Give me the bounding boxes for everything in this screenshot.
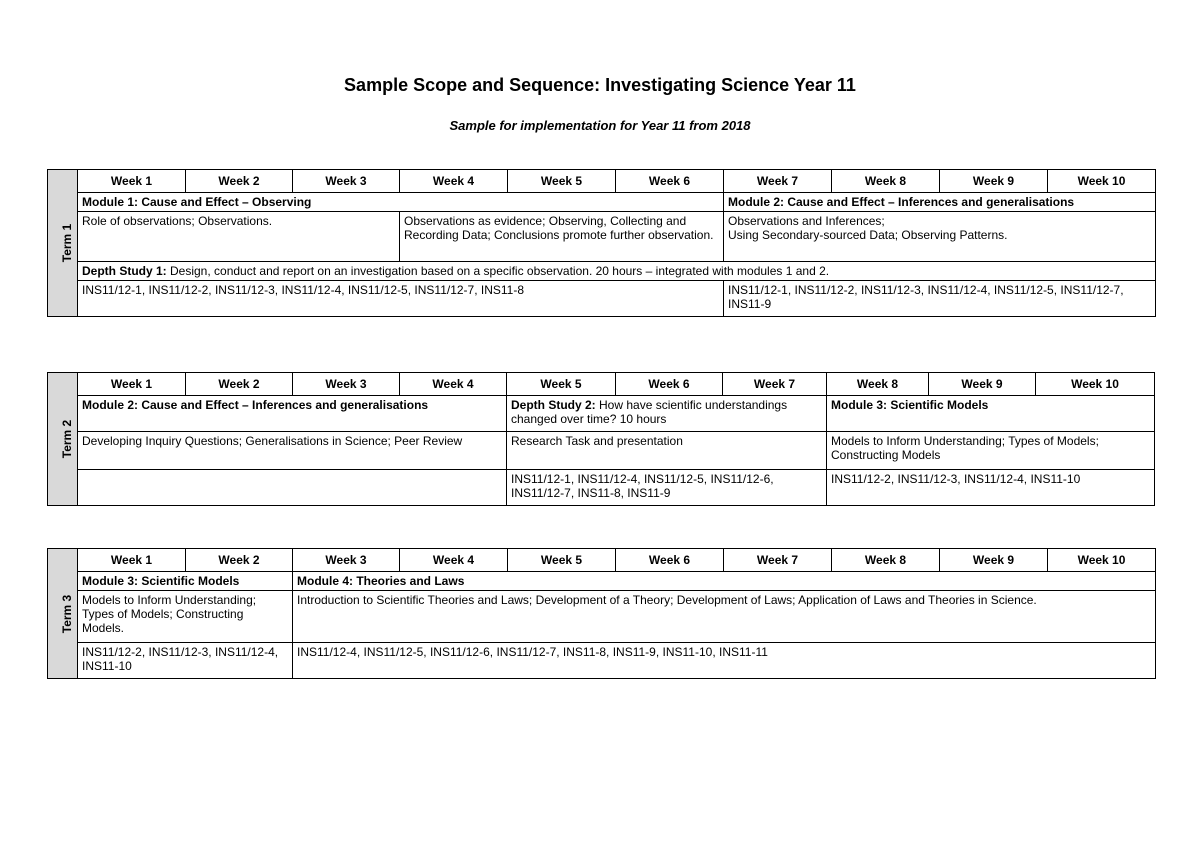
content-cell: Role of observations; Observations. [78, 212, 400, 262]
content-cell: Models to Inform Understanding; Types of Models; Constructing Models [827, 432, 1155, 470]
week-header: Week 2 [186, 170, 293, 193]
depth-study-label: Depth Study 2: [511, 398, 596, 412]
week-header: Week 7 [724, 170, 832, 193]
content-cell [724, 212, 1156, 262]
week-header: Week 1 [78, 170, 186, 193]
depth-study-cell [507, 396, 827, 432]
depth-study-cell [78, 262, 1156, 281]
week-header: Week 3 [293, 373, 400, 396]
week-header-row [48, 170, 1156, 193]
week-header: Week 5 [508, 549, 616, 572]
content-row [48, 591, 1156, 643]
module-heading: Module 4: Theories and Laws [293, 572, 1156, 591]
week-header: Week 7 [724, 549, 832, 572]
week-header: Week 7 [723, 373, 827, 396]
content-cell: Developing Inquiry Questions; Generalisations in Science; Peer Review [78, 432, 507, 470]
week-header: Week 2 [186, 373, 293, 396]
module-heading: Module 2: Cause and Effect – Inferences and generalisations [78, 396, 507, 432]
module-row [48, 193, 1156, 212]
module-heading: Module 3: Scientific Models [78, 572, 293, 591]
depth-study-text: How have scientific understandings changed over time? 10 hours [511, 398, 788, 426]
week-header: Week 5 [508, 170, 616, 193]
week-header: Week 3 [293, 549, 400, 572]
week-header: Week 4 [400, 373, 507, 396]
week-header: Week 9 [940, 549, 1048, 572]
page-subtitle: Sample for implementation for Year 11 from 2018 [449, 118, 751, 133]
week-header: Week 10 [1048, 549, 1156, 572]
week-header: Week 6 [616, 373, 723, 396]
outcomes-cell: INS11/12-1, INS11/12-4, INS11/12-5, INS11/12-6, INS11/12-7, INS11-8, INS11-9 [507, 470, 827, 506]
term-1-table [47, 169, 1156, 317]
content-line: Observations and Inferences; [728, 214, 885, 228]
week-header: Week 5 [507, 373, 616, 396]
term-label: Term 1 [60, 223, 75, 263]
content-cell: Observations as evidence; Observing, Collecting and Recording Data; Conclusions promote further observation. [400, 212, 724, 262]
depth-study-text: Design, conduct and report on an investigation based on a specific observation. 20 hours – integrated with modules 1 and 2. [166, 264, 830, 278]
week-header: Week 9 [940, 170, 1048, 193]
outcomes-cell: INS11/12-2, INS11/12-3, INS11/12-4, INS11-10 [78, 643, 293, 679]
outcomes-cell: INS11/12-1, INS11/12-2, INS11/12-3, INS11/12-4, INS11/12-5, INS11/12-7, INS11-8 [78, 281, 724, 317]
week-header: Week 3 [293, 170, 400, 193]
week-header: Week 1 [78, 373, 186, 396]
module-heading: Module 2: Cause and Effect – Inferences and generalisations [724, 193, 1156, 212]
content-cell: Research Task and presentation [507, 432, 827, 470]
module-row [48, 396, 1155, 432]
module-heading: Module 1: Cause and Effect – Observing [78, 193, 724, 212]
week-header: Week 10 [1036, 373, 1155, 396]
content-cell: Models to Inform Understanding; Types of Models; Constructing Models. [78, 591, 293, 643]
week-header: Week 10 [1048, 170, 1156, 193]
content-row [48, 432, 1155, 470]
term-label-cell [48, 170, 78, 317]
module-row [48, 572, 1156, 591]
week-header-row [48, 373, 1155, 396]
term-2-table [47, 372, 1155, 506]
week-header: Week 4 [400, 549, 508, 572]
term-label: Term 3 [60, 594, 75, 633]
content-line: Using Secondary-sourced Data; Observing Patterns. [728, 228, 1008, 242]
content-cell: Introduction to Scientific Theories and Laws; Development of a Theory; Development of Laws; Application of Laws and Theories in Science. [293, 591, 1156, 643]
week-header: Week 4 [400, 170, 508, 193]
week-header: Week 1 [78, 549, 186, 572]
week-header: Week 8 [832, 549, 940, 572]
outcomes-row [48, 470, 1155, 506]
week-header: Week 6 [616, 549, 724, 572]
week-header-row [48, 549, 1156, 572]
term-3-table [47, 548, 1156, 679]
week-header: Week 2 [186, 549, 293, 572]
content-row [48, 212, 1156, 262]
outcomes-cell: INS11/12-1, INS11/12-2, INS11/12-3, INS11/12-4, INS11/12-5, INS11/12-7, INS11-9 [724, 281, 1156, 317]
week-header: Week 8 [832, 170, 940, 193]
page-title: Sample Scope and Sequence: Investigating Science Year 11 [344, 75, 856, 95]
depth-study-label: Depth Study 1: [82, 264, 167, 278]
term-label-cell [48, 373, 78, 506]
term-label: Term 2 [60, 419, 75, 459]
outcomes-row [48, 281, 1156, 317]
week-header: Week 6 [616, 170, 724, 193]
outcomes-row [48, 643, 1156, 679]
week-header: Week 8 [827, 373, 929, 396]
outcomes-cell: INS11/12-2, INS11/12-3, INS11/12-4, INS11-10 [827, 470, 1155, 506]
module-heading: Module 3: Scientific Models [827, 396, 1155, 432]
outcomes-cell-empty [78, 470, 507, 506]
outcomes-cell: INS11/12-4, INS11/12-5, INS11/12-6, INS11/12-7, INS11-8, INS11-9, INS11-10, INS11-11 [293, 643, 1156, 679]
term-label-cell [48, 549, 78, 679]
depth-study-row [48, 262, 1156, 281]
week-header: Week 9 [929, 373, 1036, 396]
